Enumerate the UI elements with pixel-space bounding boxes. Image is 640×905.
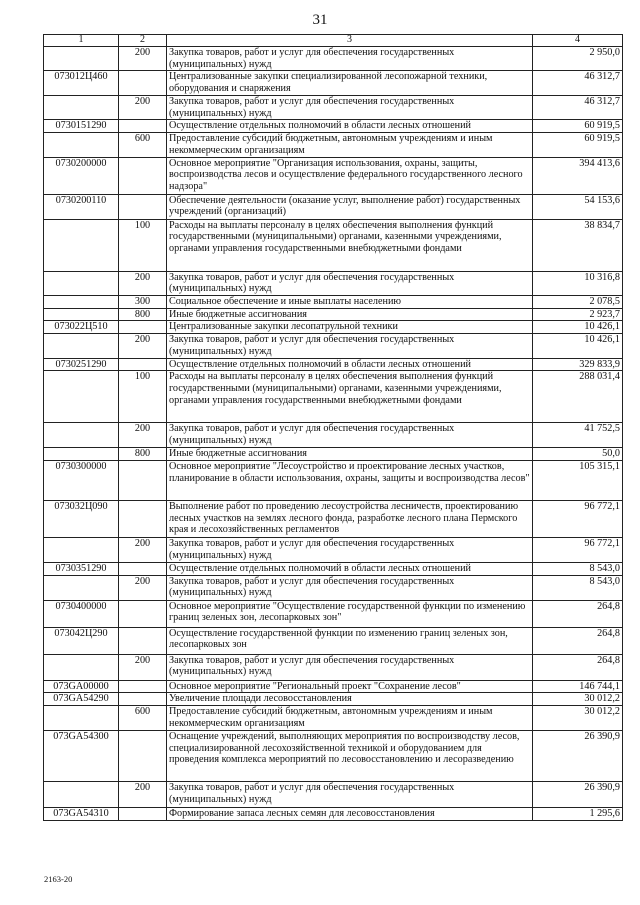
- expense-type-cell: [119, 627, 167, 654]
- expense-type-cell: [119, 808, 167, 821]
- table-row: [44, 575, 623, 600]
- code-cell: [44, 271, 119, 295]
- code-cell: [44, 47, 119, 71]
- column-header-4: 4: [533, 35, 623, 47]
- expense-type-cell: [119, 460, 167, 500]
- name-cell: Основное мероприятие "Лесоустройство и проектирование лесных участков, планирование в области использования, охраны, защиты и воспроизводства лесов": [167, 460, 533, 500]
- table-row: [44, 71, 623, 95]
- table-row: [44, 460, 623, 500]
- code-cell: 073GA54300: [44, 731, 119, 782]
- amount-cell: 46 312,7: [533, 71, 623, 95]
- table-row: [44, 371, 623, 423]
- table-row: [44, 321, 623, 334]
- budget-table: [43, 34, 623, 821]
- expense-type-cell: 800: [119, 308, 167, 321]
- column-header-3: 3: [167, 35, 533, 47]
- code-cell: 073GA54310: [44, 808, 119, 821]
- table-row: [44, 627, 623, 654]
- name-cell: Иные бюджетные ассигнования: [167, 308, 533, 321]
- expense-type-cell: [119, 120, 167, 133]
- table-row: [44, 808, 623, 821]
- table-row: [44, 706, 623, 731]
- table-row: [44, 731, 623, 782]
- amount-cell: 96 772,1: [533, 537, 623, 562]
- expense-type-cell: [119, 71, 167, 95]
- expense-type-cell: 200: [119, 423, 167, 448]
- code-cell: 0730300000: [44, 460, 119, 500]
- table-row: [44, 95, 623, 119]
- name-cell: Закупка товаров, работ и услуг для обеспечения государственных (муниципальных) нужд: [167, 537, 533, 562]
- amount-cell: 264,8: [533, 600, 623, 627]
- expense-type-cell: [119, 600, 167, 627]
- expense-type-cell: [119, 680, 167, 693]
- amount-cell: 26 390,9: [533, 782, 623, 808]
- name-cell: Централизованные закупки специализированной лесопожарной техники, оборудования и снаряжения: [167, 71, 533, 95]
- name-cell: Предоставление субсидий бюджетным, автономным учреждениям и иным некоммерческим организациям: [167, 706, 533, 731]
- amount-cell: 10 426,1: [533, 334, 623, 358]
- name-cell: Закупка товаров, работ и услуг для обеспечения государственных (муниципальных) нужд: [167, 95, 533, 119]
- expense-type-cell: 200: [119, 95, 167, 119]
- code-cell: [44, 308, 119, 321]
- amount-cell: 96 772,1: [533, 500, 623, 537]
- table-row: [44, 448, 623, 461]
- code-cell: 073042Ц290: [44, 627, 119, 654]
- name-cell: Осуществление государственной функции по изменению границ зеленых зон, лесопарковых зон: [167, 627, 533, 654]
- expense-type-cell: [119, 731, 167, 782]
- expense-type-cell: 100: [119, 219, 167, 271]
- name-cell: Социальное обеспечение и иные выплаты населению: [167, 296, 533, 309]
- expense-type-cell: 200: [119, 537, 167, 562]
- name-cell: Расходы на выплаты персоналу в целях обеспечения выполнения функций государственными (муниципальными) органами, казенными учреждениями, органами управления государственными внебюджетными фондами: [167, 219, 533, 271]
- amount-cell: 8 543,0: [533, 575, 623, 600]
- amount-cell: 30 012,2: [533, 693, 623, 706]
- amount-cell: 50,0: [533, 448, 623, 461]
- code-cell: 073022Ц510: [44, 321, 119, 334]
- name-cell: Закупка товаров, работ и услуг для обеспечения государственных (муниципальных) нужд: [167, 47, 533, 71]
- code-cell: [44, 423, 119, 448]
- table-row: [44, 296, 623, 309]
- amount-cell: 288 031,4: [533, 371, 623, 423]
- name-cell: Оснащение учреждений, выполняющих мероприятия по воспроизводству лесов, специализированной лесохозяйственной техникой и оборудованием для проведения комплекса мероприятий по лесовосстановлению и лесоразведению: [167, 731, 533, 782]
- name-cell: Основное мероприятие "Организация использования, охраны, защиты, воспроизводства лесов и осуществление федерального государственного лесного надзора": [167, 157, 533, 194]
- amount-cell: 394 413,6: [533, 157, 623, 194]
- code-cell: [44, 654, 119, 680]
- name-cell: Предоставление субсидий бюджетным, автономным учреждениям и иным некоммерческим организациям: [167, 133, 533, 157]
- code-cell: 0730351290: [44, 562, 119, 575]
- amount-cell: 2 923,7: [533, 308, 623, 321]
- table-row: [44, 334, 623, 358]
- table-row: [44, 680, 623, 693]
- name-cell: Выполнение работ по проведению лесоустройства лесничеств, проектированию лесных участков на землях лесного фонда, разработке лесного плана Пермского края и лесохозяйственных регламентов: [167, 500, 533, 537]
- expense-type-cell: [119, 358, 167, 371]
- amount-cell: 60 919,5: [533, 133, 623, 157]
- code-cell: 073012Ц460: [44, 71, 119, 95]
- expense-type-cell: 600: [119, 133, 167, 157]
- name-cell: Закупка товаров, работ и услуг для обеспечения государственных (муниципальных) нужд: [167, 271, 533, 295]
- amount-cell: 1 295,6: [533, 808, 623, 821]
- table-row: [44, 693, 623, 706]
- code-cell: [44, 296, 119, 309]
- expense-type-cell: [119, 321, 167, 334]
- amount-cell: 41 752,5: [533, 423, 623, 448]
- table-row: [44, 600, 623, 627]
- amount-cell: 8 543,0: [533, 562, 623, 575]
- name-cell: Основное мероприятие "Осуществление государственной функции по изменению границ зеленых зон, лесопарковых зон": [167, 600, 533, 627]
- name-cell: Закупка товаров, работ и услуг для обеспечения государственных (муниципальных) нужд: [167, 782, 533, 808]
- page-number: 31: [312, 12, 328, 28]
- code-cell: [44, 537, 119, 562]
- name-cell: Обеспечение деятельности (оказание услуг, выполнение работ) государственных учреждений (организаций): [167, 194, 533, 219]
- code-cell: [44, 782, 119, 808]
- table-row: [44, 500, 623, 537]
- name-cell: Закупка товаров, работ и услуг для обеспечения государственных (муниципальных) нужд: [167, 423, 533, 448]
- expense-type-cell: 200: [119, 575, 167, 600]
- code-cell: [44, 133, 119, 157]
- name-cell: Формирование запаса лесных семян для лесовосстановления: [167, 808, 533, 821]
- code-cell: [44, 95, 119, 119]
- name-cell: Закупка товаров, работ и услуг для обеспечения государственных (муниципальных) нужд: [167, 334, 533, 358]
- expense-type-cell: 200: [119, 271, 167, 295]
- expense-type-cell: [119, 693, 167, 706]
- name-cell: Закупка товаров, работ и услуг для обеспечения государственных (муниципальных) нужд: [167, 575, 533, 600]
- header-row: [44, 35, 623, 47]
- code-cell: 0730151290: [44, 120, 119, 133]
- expense-type-cell: 800: [119, 448, 167, 461]
- expense-type-cell: 600: [119, 706, 167, 731]
- name-cell: Осуществление отдельных полномочий в области лесных отношений: [167, 562, 533, 575]
- amount-cell: 264,8: [533, 627, 623, 654]
- amount-cell: 105 315,1: [533, 460, 623, 500]
- expense-type-cell: 300: [119, 296, 167, 309]
- expense-type-cell: 200: [119, 654, 167, 680]
- amount-cell: 10 426,1: [533, 321, 623, 334]
- amount-cell: 146 744,1: [533, 680, 623, 693]
- amount-cell: 60 919,5: [533, 120, 623, 133]
- name-cell: Осуществление отдельных полномочий в области лесных отношений: [167, 358, 533, 371]
- code-cell: [44, 706, 119, 731]
- expense-type-cell: 100: [119, 371, 167, 423]
- table-row: [44, 157, 623, 194]
- table-row: [44, 358, 623, 371]
- amount-cell: 46 312,7: [533, 95, 623, 119]
- code-cell: 0730200000: [44, 157, 119, 194]
- table-row: [44, 120, 623, 133]
- amount-cell: 38 834,7: [533, 219, 623, 271]
- code-cell: [44, 575, 119, 600]
- code-cell: 0730200110: [44, 194, 119, 219]
- column-header-1: 1: [44, 35, 119, 47]
- expense-type-cell: [119, 500, 167, 537]
- name-cell: Закупка товаров, работ и услуг для обеспечения государственных (муниципальных) нужд: [167, 654, 533, 680]
- name-cell: Расходы на выплаты персоналу в целях обеспечения выполнения функций государственными (муниципальными) органами, казенными учреждениями, органами управления государственными внебюджетными фондами: [167, 371, 533, 423]
- table-row: [44, 133, 623, 157]
- table-row: [44, 423, 623, 448]
- code-cell: 0730400000: [44, 600, 119, 627]
- code-cell: 073032Ц090: [44, 500, 119, 537]
- expense-type-cell: 200: [119, 782, 167, 808]
- amount-cell: 10 316,8: [533, 271, 623, 295]
- table-row: [44, 537, 623, 562]
- code-cell: 073GA00000: [44, 680, 119, 693]
- expense-type-cell: [119, 157, 167, 194]
- table-row: [44, 194, 623, 219]
- name-cell: Основное мероприятие "Региональный проект "Сохранение лесов": [167, 680, 533, 693]
- code-cell: 073GA54290: [44, 693, 119, 706]
- amount-cell: 26 390,9: [533, 731, 623, 782]
- amount-cell: 264,8: [533, 654, 623, 680]
- table-row: [44, 47, 623, 71]
- table-row: [44, 271, 623, 295]
- code-cell: 0730251290: [44, 358, 119, 371]
- column-header-2: 2: [119, 35, 167, 47]
- name-cell: Централизованные закупки лесопатрульной техники: [167, 321, 533, 334]
- expense-type-cell: [119, 562, 167, 575]
- code-cell: [44, 448, 119, 461]
- name-cell: Осуществление отдельных полномочий в области лесных отношений: [167, 120, 533, 133]
- expense-type-cell: [119, 194, 167, 219]
- amount-cell: 54 153,6: [533, 194, 623, 219]
- table-row: [44, 782, 623, 808]
- amount-cell: 2 950,0: [533, 47, 623, 71]
- table-row: [44, 219, 623, 271]
- amount-cell: 329 833,9: [533, 358, 623, 371]
- amount-cell: 2 078,5: [533, 296, 623, 309]
- expense-type-cell: 200: [119, 47, 167, 71]
- name-cell: Иные бюджетные ассигнования: [167, 448, 533, 461]
- code-cell: [44, 334, 119, 358]
- code-cell: [44, 219, 119, 271]
- table-row: [44, 308, 623, 321]
- document-code: 2163-20: [44, 874, 73, 884]
- name-cell: Увеличение площади лесовосстановления: [167, 693, 533, 706]
- expense-type-cell: 200: [119, 334, 167, 358]
- table-row: [44, 562, 623, 575]
- code-cell: [44, 371, 119, 423]
- amount-cell: 30 012,2: [533, 706, 623, 731]
- table-row: [44, 654, 623, 680]
